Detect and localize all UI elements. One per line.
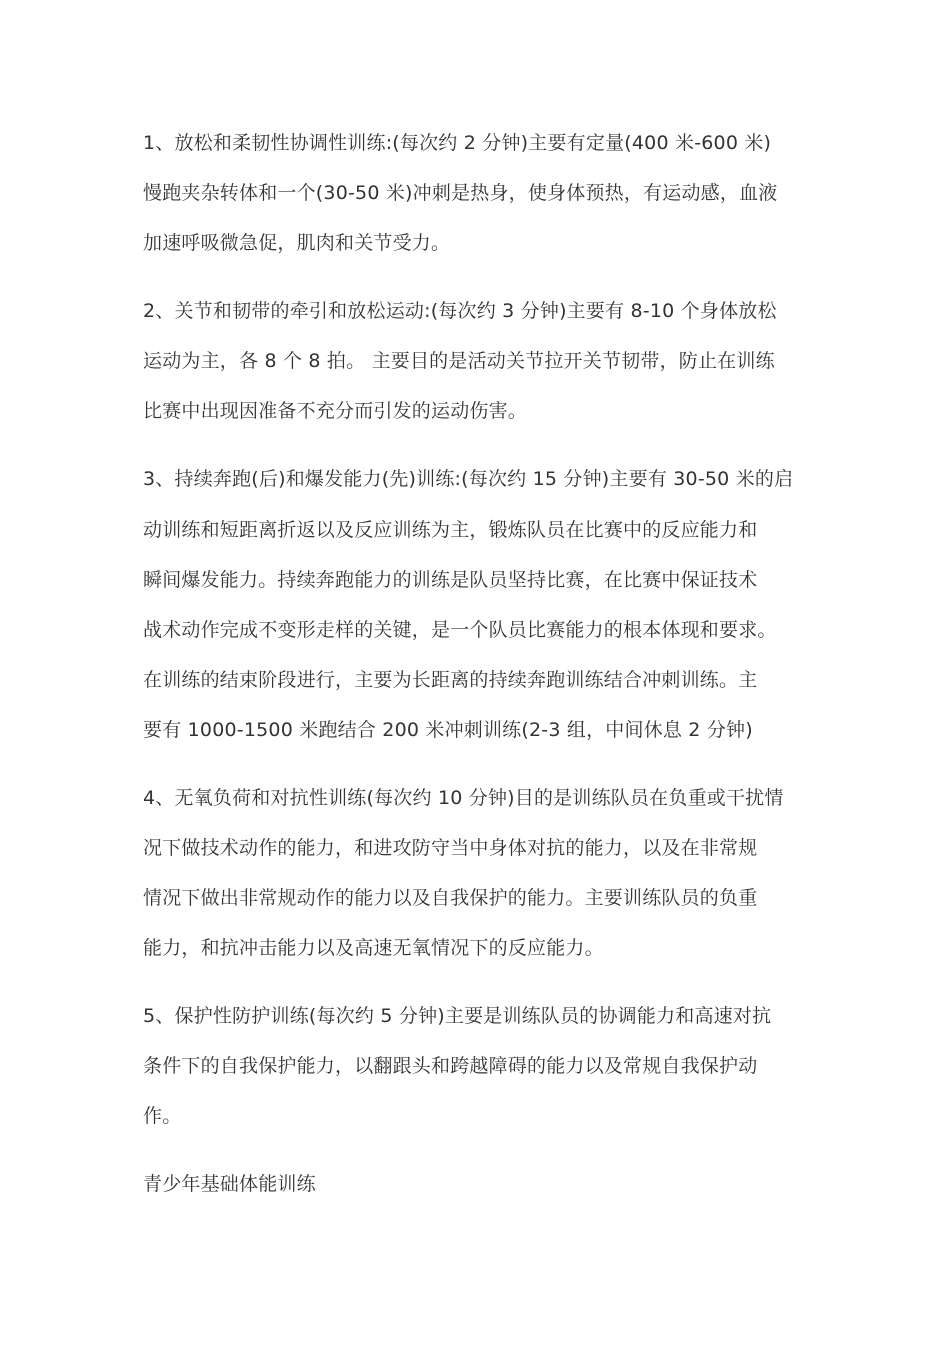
paragraph-4-line-1: 4、无氧负荷和对抗性训练(每次约 10 分钟)目的是训练队员在负重或干扰情 — [143, 787, 784, 809]
paragraph-3-line-2: 动训练和短距离折返以及反应训练为主，锻炼队员在比赛中的反应能力和 — [143, 519, 758, 541]
paragraph-1-line-3: 加速呼吸微急促，肌肉和关节受力。 — [143, 232, 451, 254]
paragraph-3-line-5: 在训练的结束阶段进行，主要为长距离的持续奔跑训练结合冲刺训练。主 — [143, 669, 758, 691]
paragraph-4-line-2: 况下做技术动作的能力，和进攻防守当中身体对抗的能力，以及在非常规 — [143, 837, 758, 859]
paragraph-5-line-1: 5、保护性防护训练(每次约 5 分钟)主要是训练队员的协调能力和高速对抗 — [143, 1005, 772, 1027]
paragraph-5-line-2: 条件下的自我保护能力，以翻跟头和跨越障碍的能力以及常规自我保护动 — [143, 1055, 758, 1077]
paragraph-1-line-2: 慢跑夹杂转体和一个(30-50 米)冲刺是热身，使身体预热，有运动感，血液 — [143, 182, 778, 204]
paragraph-1-line-1: 1、放松和柔韧性协调性训练:(每次约 2 分钟)主要有定量(400 米-600 米) — [143, 132, 772, 154]
paragraph-4-line-4: 能力，和抗冲击能力以及高速无氧情况下的反应能力。 — [143, 937, 604, 959]
paragraph-3-line-4: 战术动作完成不变形走样的关键，是一个队员比赛能力的根本体现和要求。 — [143, 619, 777, 641]
section-title: 青少年基础体能训练 — [143, 1173, 316, 1195]
paragraph-4-line-3: 情况下做出非常规动作的能力以及自我保护的能力。主要训练队员的负重 — [143, 887, 758, 909]
paragraph-5-line-3: 作。 — [143, 1105, 182, 1127]
paragraph-2-line-2: 运动为主，各 8 个 8 拍。 主要目的是活动关节拉开关节韧带，防止在训练 — [143, 350, 775, 372]
paragraph-3-line-1: 3、持续奔跑(后)和爆发能力(先)训练:(每次约 15 分钟)主要有 30-50 米的启 — [143, 468, 794, 490]
paragraph-3-line-6: 要有 1000-1500 米跑结合 200 米冲刺训练(2-3 组，中间休息 2 分钟) — [143, 719, 753, 741]
paragraph-3-line-3: 瞬间爆发能力。持续奔跑能力的训练是队员坚持比赛，在比赛中保证技术 — [143, 569, 758, 591]
paragraph-2-line-1: 2、关节和韧带的牵引和放松运动:(每次约 3 分钟)主要有 8-10 个身体放松 — [143, 300, 777, 322]
paragraph-2-line-3: 比赛中出现因准备不充分而引发的运动伤害。 — [143, 400, 528, 422]
